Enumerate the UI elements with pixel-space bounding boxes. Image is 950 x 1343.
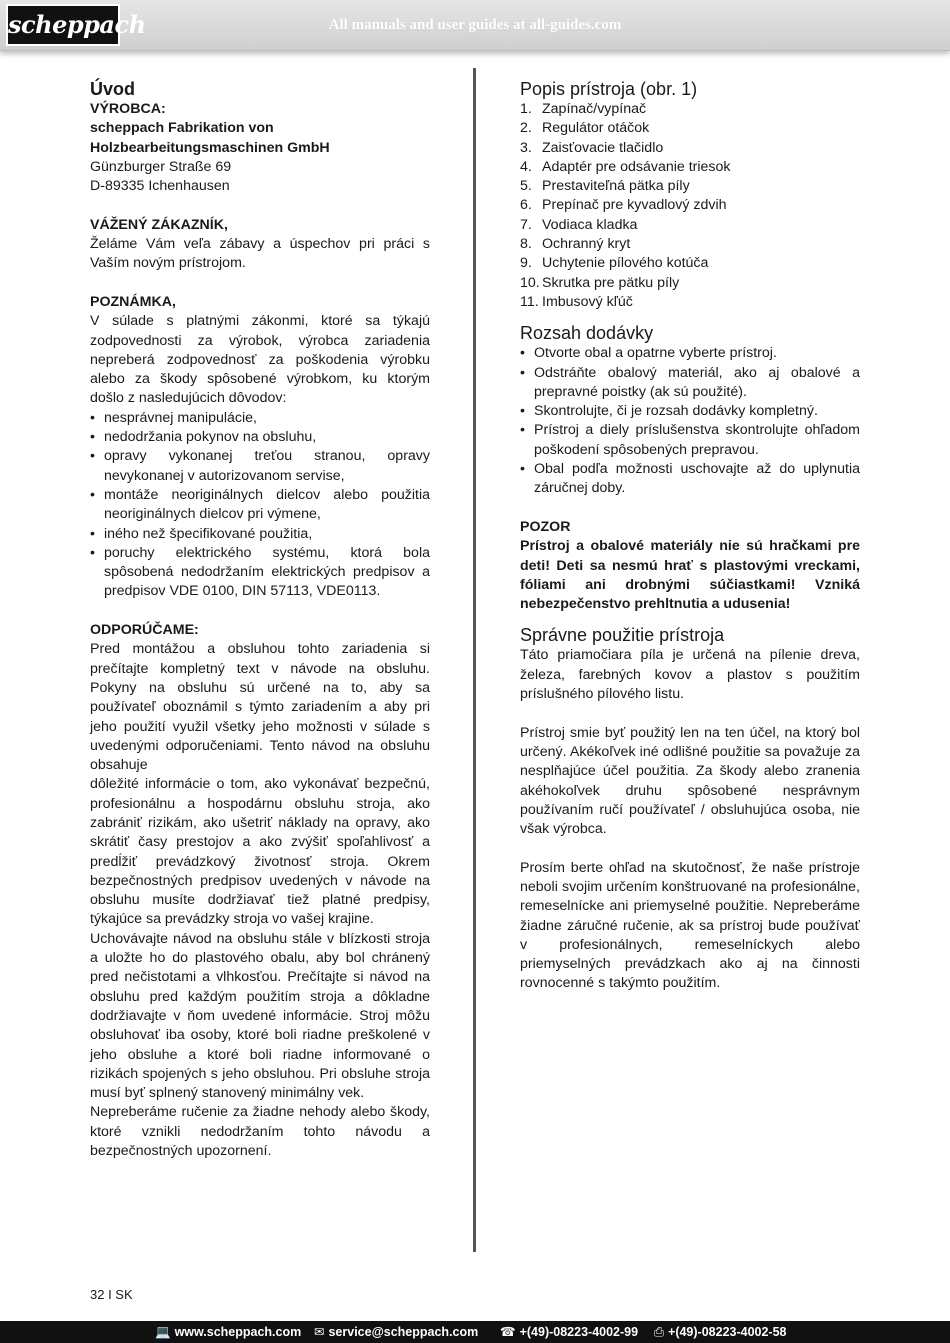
item-text: Regulátor otáčok	[542, 120, 650, 137]
item-number: 2.	[520, 120, 532, 137]
list-item: • nesprávnej manipulácie,	[90, 409, 430, 428]
item-text: Uchytenie pílového kotúča	[542, 255, 709, 272]
list-item: • Skontrolujte, či je rozsah dodávky kompletný.	[520, 402, 860, 421]
list-item: • Obal podľa možnosti uschovajte až do uplynutia záručnej doby.	[520, 460, 860, 499]
item-number: 9.	[520, 255, 532, 272]
list-item	[520, 216, 860, 235]
item-text: Prestaviteľná pätka píly	[542, 178, 690, 195]
list-item: • poruchy elektrického systému, ktorá bola spôsobená nedodržaním elektrických predpisov a predpisov VDE 0100, DIN 57113, VDE0113.	[90, 544, 430, 602]
parts-list	[520, 100, 860, 312]
maker-label: VÝROBCA:	[90, 101, 166, 117]
page-number: 32 I SK	[90, 1287, 133, 1302]
address-line-1: Günzburger Straße 69	[90, 158, 232, 175]
column-divider	[473, 68, 476, 1252]
phone-icon: ☎	[500, 1325, 516, 1339]
item-number: 6.	[520, 197, 532, 214]
list-item	[520, 254, 860, 273]
footer-bar	[0, 1321, 950, 1343]
list-item	[520, 158, 860, 177]
item-text: Imbusový kľúč	[542, 293, 633, 310]
computer-icon: 💻	[155, 1325, 171, 1339]
list-item	[520, 196, 860, 215]
use-paragraph-2: Prístroj smie byť použitý len na ten účel, na ktorý bol určený. Akékoľvek iné odlišné použitie sa považuje za nesplňajúce účel použitia. Za škody alebo zranenia akéhokoľvek druhu spôsobené nesprávnym používaním ručí používateľ / obsluhujúca osoba, nie však výrobca.	[520, 724, 860, 838]
list-item: • Odstráňte obalový materiál, ako aj obalové a prepravné poistky (ak sú použité).	[520, 364, 860, 403]
customer-text: Želáme Vám veľa zábavy a úspechov pri práci s Vaším novým prístrojom.	[90, 236, 430, 272]
list-item	[520, 235, 860, 254]
address-line-2: D-89335 Ichenhausen	[90, 178, 230, 195]
scope-title: Rozsah dodávky	[520, 323, 654, 344]
item-text: Prepínač pre kyvadlový zdvih	[542, 197, 727, 214]
item-number: 7.	[520, 216, 532, 233]
recommend-paragraph-2: dôležité informácie o tom, ako vykonávať bezpečnú, profesionálnu a hospodárnu obsluhu stroja, ako zabrániť rizikám, ako ušetriť náklady na opravy, ako skrátiť časy prestojov a ako zvýšiť spoľahlivosť a predĺžiť prevádzkový životnosť stroja. Okrem bezpečnostných predpisov uvedených v návode na obsluhu musíte dodržiavať tiež platné predpisy, týkajúce sa prevádzky stroja vo vašej krajine.	[90, 776, 430, 928]
fax-number: +(49)-08223-4002-58	[668, 1325, 787, 1339]
item-text: Zaisťovacie tlačidlo	[542, 139, 664, 156]
warning-text: Prístroj a obalové materiály nie sú hračkami pre deti! Deti sa nesmú hrať s plastovými vreckami, fóliami ani drobnými súčiastkami! Vzniká nebezpečenstvo prehltnutia a udusenia!	[520, 538, 860, 613]
item-number: 1.	[520, 101, 532, 117]
recommend-paragraph-4: Nepreberáme ručenie za žiadne nehody alebo škody, ktoré vznikli nedodržaním tohto návodu a bezpečnostných upozornení.	[90, 1104, 430, 1160]
maker-name-2: Holzbearbeitungsmaschinen GmbH	[90, 139, 330, 156]
description-title: Popis prístroja (obr. 1)	[520, 79, 698, 99]
note-text: V súlade s platnými zákonmi, ktoré sa týkajú zodpovednosti za výrobok, výrobca zariadenia nepreberá zodpovednosť za poškodenia výrobku alebo za škody spôsobené výrobkom, ku ktorým došlo z nasledujúcich dôvodov:	[90, 313, 430, 407]
email-link[interactable]: service@scheppach.com	[328, 1325, 479, 1339]
phone-number: +(49)-08223-4002-99	[519, 1325, 639, 1339]
left-column	[90, 78, 430, 1161]
item-number: 3.	[520, 139, 532, 156]
footer-email[interactable]	[314, 1321, 478, 1343]
use-title: Správne použitie prístroja	[520, 625, 725, 646]
footer-phone	[500, 1321, 638, 1343]
use-paragraph-3: Prosím berte ohľad na skutočnosť, že naše prístroje neboli svojim určením konštruované na profesionálne, remeselnícke ani priemyselné použitie. Nepreberáme žiadne záručné ručenie, ak sa prístroj bude používať v profesionálnych, remeselníckych alebo priemyselných prevádzkach ako aj na činnosti rovnocenné s takýmto použitím.	[520, 859, 860, 992]
envelope-icon: ✉	[314, 1325, 325, 1339]
item-number: 5.	[520, 178, 532, 195]
item-text: Zapínač/vypínač	[542, 101, 647, 117]
list-item: • Prístroj a diely príslušenstva skontrolujte ohľadom poškodení spôsobených prepravou.	[520, 421, 860, 460]
list-item: • nedodržania pokynov na obsluhu,	[90, 428, 430, 447]
list-item	[520, 293, 860, 312]
note-label: POZNÁMKA,	[90, 293, 176, 310]
recommend-label: ODPORÚČAME:	[90, 622, 199, 639]
scope-bullet-list	[520, 344, 860, 498]
footer-fax	[654, 1321, 787, 1343]
web-link[interactable]: www.scheppach.com	[174, 1325, 302, 1339]
list-item	[520, 119, 860, 138]
list-item: • Otvorte obal a opatrne vyberte prístroj.	[520, 344, 860, 363]
item-text: Ochranný kryt	[542, 236, 631, 253]
item-text: Vodiaca kladka	[542, 216, 638, 233]
list-item	[520, 100, 860, 119]
list-item	[520, 177, 860, 196]
recommend-paragraph-3: Uchovávajte návod na obsluhu stále v blízkosti stroja a uložte ho do plastového obalu, aby bol chránený pred nečistotami a vlhkosťou. Prečítajte si návod na obsluhu pred každým použitím stroja a dôkladne dodržiavajte v ňom uvedené informácie. Stroj môžu obsluhovať iba osoby, ktoré boli riadne preškolené v jeho obsluhe a ktoré boli riadne informované o rizikách spojených s jeho obsluhou. Pri obsluhe stroja musí byť splnený stanovený minimálny vek.	[90, 930, 430, 1102]
item-text: Skrutka pre pätku píly	[542, 274, 680, 291]
header-bar	[0, 0, 950, 51]
intro-title: Úvod	[90, 79, 135, 99]
item-number: 11.	[520, 293, 539, 310]
item-text: Adaptér pre odsávanie triesok	[542, 158, 731, 175]
list-item	[520, 274, 860, 293]
watermark: All manuals and user guides at all-guides.com	[328, 17, 622, 33]
item-number: 10.	[520, 274, 540, 291]
warning-label: POZOR	[520, 518, 571, 535]
list-item	[520, 139, 860, 158]
item-number: 8.	[520, 236, 532, 253]
customer-label: VÁŽENÝ ZÁKAZNÍK,	[90, 216, 228, 233]
right-column	[520, 78, 860, 994]
item-number: 4.	[520, 158, 532, 175]
maker-name-1: scheppach Fabrikation von	[90, 120, 274, 137]
recommend-paragraph-1: Pred montážou a obsluhou tohto zariadenia si prečítajte kompletný text v návode na obsluhu. Pokyny na obsluhu sú určené na to, aby sa používateľ oboznámil s týmto zariadením a aby pri jeho použití využil všetky jeho možnosti v súlade s uvedenými odporučeniami. Tento návod na obsluhu obsahuje	[90, 641, 430, 774]
list-item: • montáže neoriginálnych dielcov alebo použitia neoriginálnych dielcov pri výmene,	[90, 486, 430, 525]
fax-icon: ⎙	[654, 1325, 665, 1339]
note-bullet-list	[90, 409, 430, 602]
footer-web[interactable]	[155, 1321, 301, 1343]
use-paragraph-1: Táto priamočiara píla je určená na pílenie dreva, železa, farebných kovov a plastov s použitím príslušného pílového listu.	[520, 647, 860, 703]
list-item: • iného než špecifikované použitia,	[90, 525, 430, 544]
scheppach-logo: scheppach	[6, 4, 120, 46]
list-item: • opravy vykonanej treťou stranou, opravy nevykonanej v autorizovanom servise,	[90, 447, 430, 486]
